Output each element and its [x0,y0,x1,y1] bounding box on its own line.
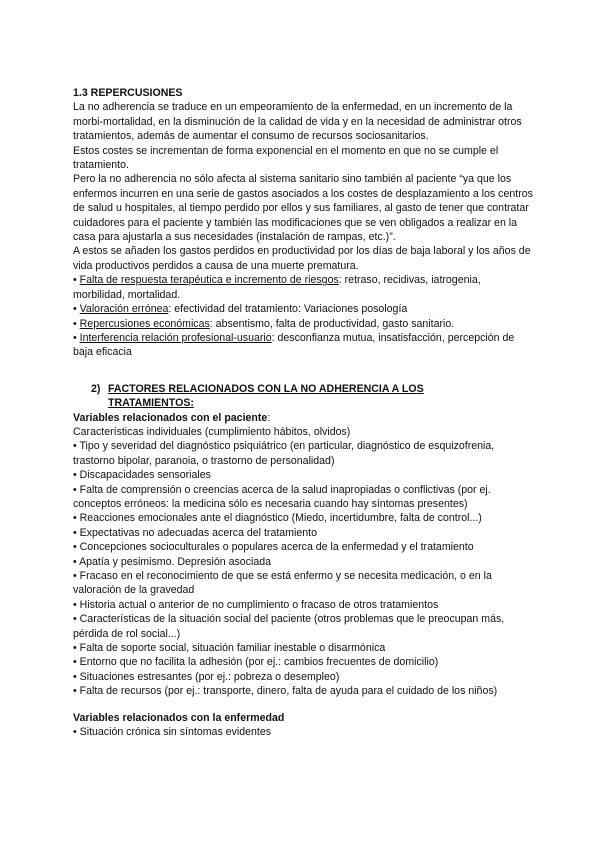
list-item: • Apatía y pesimismo. Depresión asociada [73,555,272,568]
spacer [73,360,533,382]
list-item: • Características de la situación social del paciente (otros problemas que le preocupan más, pérdida de rol social...) [73,613,505,640]
document-content [73,86,533,739]
list-item: • Falta de soporte social, situación familiar inestable o disarmónica [73,642,386,655]
list-item: • Concepciones socioculturales o populares acerca de la enfermedad y el tratamiento [73,541,474,554]
subheading-colon: : [267,411,271,424]
list-item: • Falta de respuesta terapéutica e incremento de riesgos: retraso, recidivas, iatrogenia, morbilidad, mortalidad. [73,274,481,301]
paragraph: La no adherencia se traduce en un empeoramiento de la enfermedad, en un incremento de la morbi-mortalidad, en la disminución de la calidad de vida y en la necesidad de administrar otros tratamientos, además de aumentar el consumo de recursos sociosanitarios. [73,101,522,143]
paragraph: Estos costes se incrementan de forma exponencial en el momento en que no se cumple el tratamiento. [73,144,499,172]
list-item-label: Falta de respuesta terapéutica e incremento de riesgos [79,274,339,287]
list-item: • Situación crónica sin síntomas evidentes [73,726,272,739]
list-item: • Entorno que no facilita la adhesión (por ej.: cambios frecuentes de domicilio) [73,656,439,669]
section-heading-factores [73,382,533,411]
subheading-patient [73,411,533,425]
section-number: 2) [91,382,101,395]
section-heading-repercusiones: 1.3 REPERCUSIONES [73,87,183,99]
list-item: • Situaciones estresantes (por ej.: pobreza o desempleo) [73,670,340,683]
subheading-patient-text: Variables relacionados con el paciente [73,411,268,424]
paragraph: A estos se añaden los gastos perdidos en productividad por los días de baja laboral y los años de vida productivos perdidos a causa de una muerte prematura. [73,245,531,272]
paragraph: Pero la no adherencia no sólo afecta al sistema sanitario sino también al paciente “ya que los enfermos incurren en una serie de gastos asociados a los costes de desplazamiento a los centros de salud u hospitales, al tiempo perdido por ellos y sus familiares, al gasto de tener que contratar cuidadores para el paciente y también las modificaciones que se ven obligados a realizar en la casa para ajustarla a sus necesidades (instalación de rampas, etc.)”. [73,173,533,244]
list-item-text: : efectividad del tratamiento: Variaciones posología [168,303,408,316]
section-title: FACTORES RELACIONADOS CON LA NO ADHERENCIA A LOS TRATAMIENTOS: [108,382,424,410]
list-item: • Falta de recursos (por ej.: transporte, dinero, falta de ayuda para el cuidado de los niños) [73,685,498,698]
list-item: • Repercusiones económicas: absentismo, falta de productividad, gasto sanitario. [73,317,455,330]
list-item: • Valoración errónea: efectividad del tratamiento: Variaciones posología [73,303,408,316]
subheading-disease: Variables relacionados con la enfermedad [73,711,285,724]
list-item: • Discapacidades sensoriales [73,469,211,482]
list-item: • Fracaso en el reconocimiento de que se está enfermo y se necesita medicación, o en la valoración de la gravedad [73,570,492,597]
list-item-text: : desconfianza mutua, insatisfacción, percepción de baja eficacia [73,331,515,359]
list-item-label: Repercusiones económicas [79,317,210,330]
list-item: • Reacciones emocionales ante el diagnóstico (Miedo, incertidumbre, falta de control...) [73,512,482,525]
list-item-text: : retraso, recidivas, iatrogenia, morbilidad, mortalidad. [73,274,481,301]
list-item: • Tipo y severidad del diagnóstico psiquiátrico (en particular, diagnóstico de esquizofrenia, trastorno bipolar, paranoia, o trastorno de personalidad) [73,440,495,467]
list-item: • Falta de comprensión o creencias acerca de la salud inapropiadas o conflictivas (por ej. conceptos erróneos: la medicina sólo es necesaria cuando hay síntomas presentes) [73,483,491,510]
list-item-text: : absentismo, falta de productividad, gasto sanitario. [209,317,455,330]
list-item-label: Interferencia relación profesional-usuario [79,331,272,344]
list-item: • Interferencia relación profesional-usuario: desconfianza mutua, insatisfacción, percepción de baja eficacia [73,331,515,359]
list-item: • Expectativas no adecuadas acerca del tratamiento [73,526,317,539]
list-item: • Historia actual o anterior de no cumplimiento o fracaso de otros tratamientos [73,598,439,611]
spacer [73,699,533,711]
paragraph: Características individuales (cumplimiento hábitos, olvidos) [73,425,351,438]
list-item-label: Valoración errónea [79,303,169,316]
